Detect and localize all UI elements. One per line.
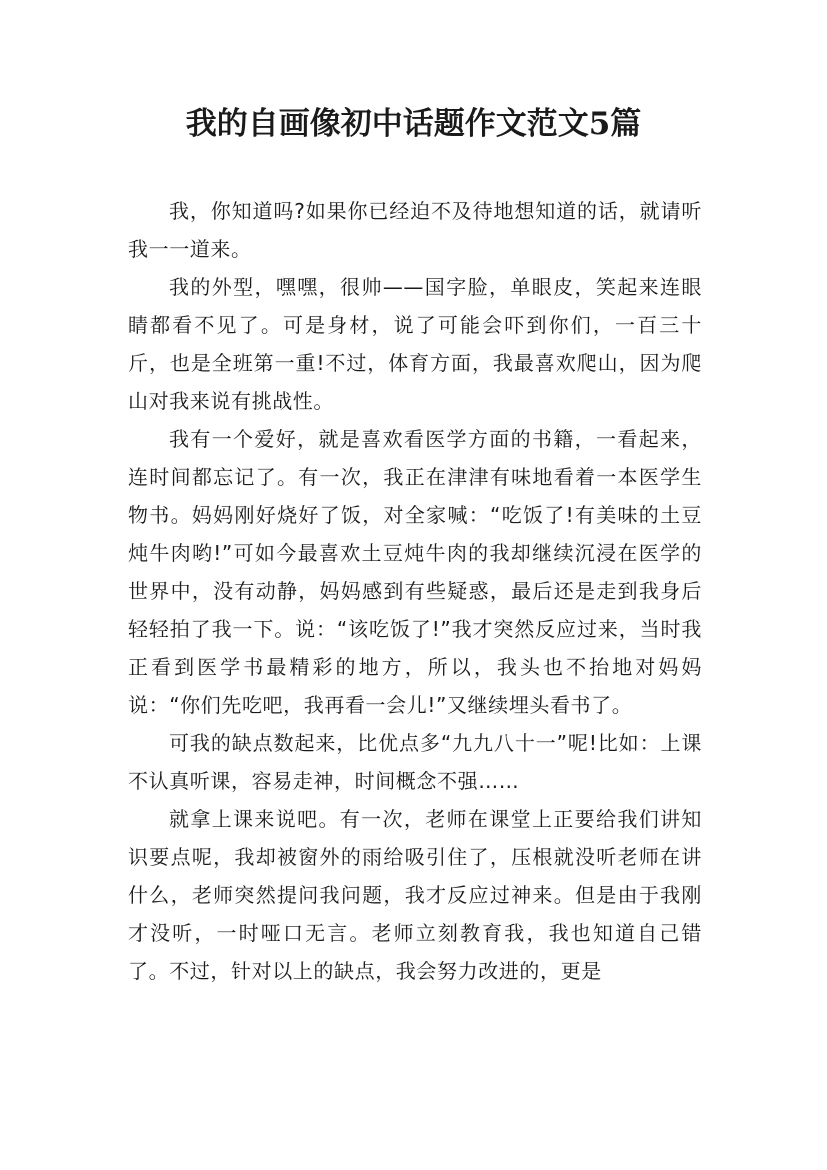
paragraph-4: 可我的缺点数起来，比优点多“九九八十一”呢!比如：上课不认真听课，容易走神，时间概念不强…… (128, 731, 702, 793)
paragraph-3: 我有一个爱好，就是喜欢看医学方面的书籍，一看起来，连时间都忘记了。有一次，我正在津津有味地看着一本医学生物书。妈妈刚好烧好了饭，对全家喊：“吃饭了!有美味的土豆炖牛肉哟!”可如今最喜欢土豆炖牛肉的我却继续沉浸在医学的世界中，没有动静，妈妈感到有些疑惑，最后还是走到我身后轻轻拍了我一下。说：“该吃饭了!”我才突然反应过来，当时我正看到医学书最精彩的地方，所以，我头也不抬地对妈妈说：“你们先吃吧，我再看一会儿!”又继续埋头看书了。 (128, 427, 702, 717)
paragraph-5: 就拿上课来说吧。有一次，老师在课堂上正要给我们讲知识要点呢，我却被窗外的雨给吸引住了，压根就没听老师在讲什么，老师突然提问我问题，我才反应过神来。但是由于我刚才没听，一时哑口无言。老师立刻教育我，我也知道自己错了。不过，针对以上的缺点，我会努力改进的，更是 (128, 807, 702, 983)
paragraph-1: 我，你知道吗?如果你已经迫不及待地想知道的话，就请听我一一道来。 (128, 199, 702, 261)
document-title: 我的自画像初中话题作文范文5篇 (185, 106, 642, 142)
paragraph-2: 我的外型，嘿嘿，很帅——国字脸，单眼皮，笑起来连眼睛都看不见了。可是身材，说了可能会吓到你们，一百三十斤，也是全班第一重!不过，体育方面，我最喜欢爬山，因为爬山对我来说有挑战性。 (128, 275, 702, 413)
document-body (128, 192, 702, 990)
